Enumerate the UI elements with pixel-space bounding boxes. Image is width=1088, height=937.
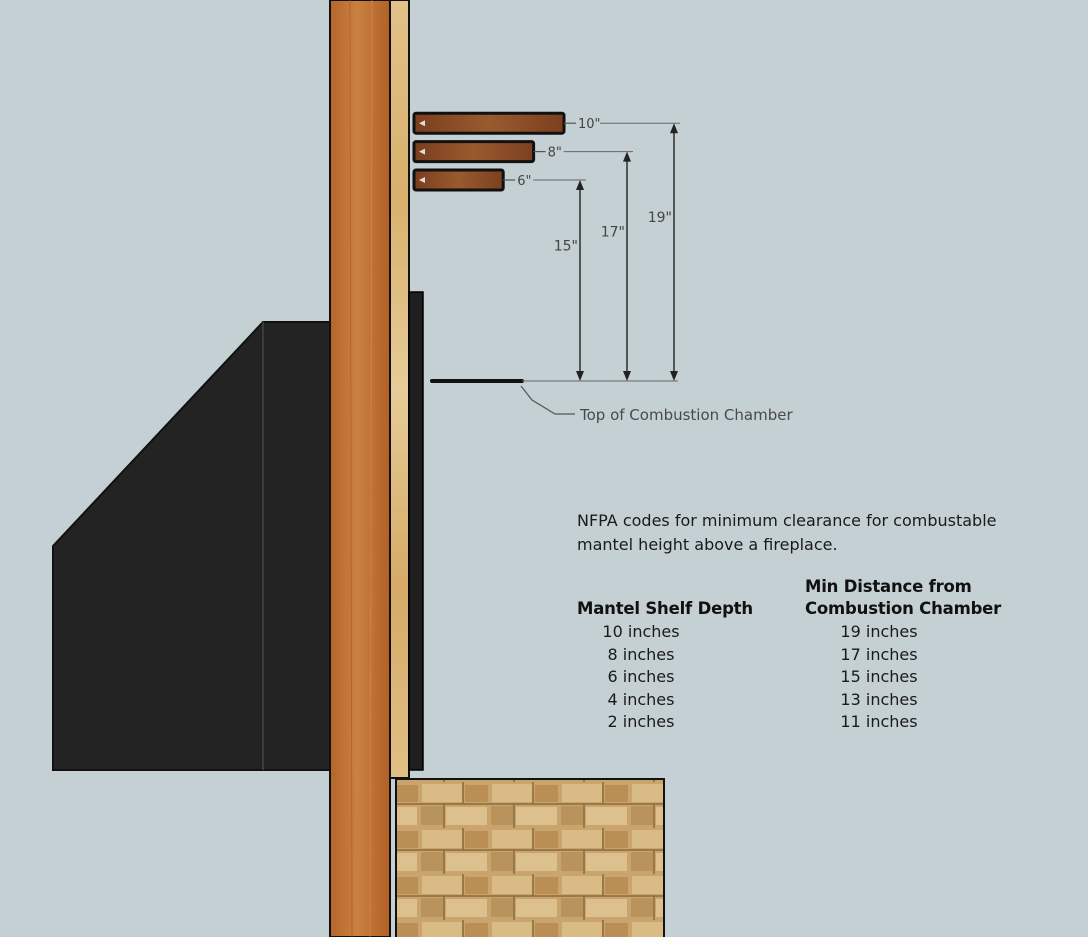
callout-label: Top of Combustion Chamber (580, 406, 793, 424)
mantel-shelf (414, 142, 534, 162)
clearance-label: 15" (553, 238, 578, 255)
arrow-down-icon (623, 371, 631, 381)
header-min-distance-line2: Combustion Chamber (805, 599, 1002, 618)
table-row-depth: 2 inches (607, 712, 675, 732)
clearance-label: 17" (600, 224, 625, 241)
table-row-distance: 15 inches (840, 667, 918, 687)
distance-column (805, 621, 953, 734)
table-row-distance: 13 inches (840, 689, 918, 709)
table-row-depth: 10 inches (602, 622, 680, 641)
callout-leader (521, 386, 575, 414)
table-row-distance: 11 inches (840, 712, 918, 732)
arrow-up-icon (623, 152, 631, 162)
table-row-distance: 17 inches (840, 644, 918, 664)
arrow-down-icon (670, 371, 678, 381)
wall-sheathing (390, 0, 409, 778)
shelf-depth-label: 8" (547, 145, 562, 161)
table-row-depth: 6 inches (607, 667, 675, 687)
mantel-shelf (414, 113, 564, 133)
mantel-shelf (414, 170, 503, 190)
firebox-hood (53, 322, 330, 770)
table-row-distance: 19 inches (840, 622, 918, 641)
arrow-up-icon (576, 180, 584, 190)
header-min-distance (805, 576, 1001, 620)
wall-stud (330, 0, 390, 937)
arrow-down-icon (576, 371, 584, 381)
fireplace-surround (409, 292, 423, 770)
table-row-depth: 4 inches (607, 689, 675, 709)
header-min-distance-line1: Min Distance from (805, 577, 972, 596)
shelf-depth-label: 6" (517, 174, 532, 189)
shelf-depth-label: 10" (578, 117, 601, 133)
arrow-up-icon (670, 123, 678, 133)
nfpa-note: NFPA codes for minimum clearance for combustable mantel height above a fireplace. (577, 511, 997, 554)
stone-hearth (396, 779, 664, 937)
clearance-dimensions (533, 123, 680, 381)
table-row-depth: 8 inches (607, 644, 675, 664)
clearance-label: 19" (647, 210, 672, 227)
header-mantel-shelf-depth: Mantel Shelf Depth (577, 599, 753, 618)
depth-column (577, 621, 705, 734)
